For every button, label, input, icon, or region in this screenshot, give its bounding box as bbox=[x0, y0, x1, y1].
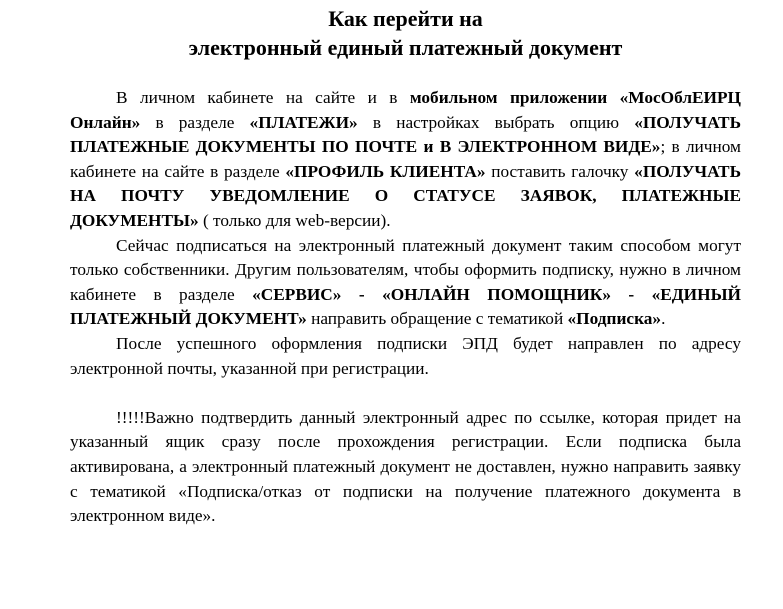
bold-segment-subscription-topic: «Подписка» bbox=[567, 309, 662, 329]
document-title bbox=[70, 4, 741, 62]
paragraph-owners-only bbox=[70, 234, 741, 332]
text-segment: поставить галочку bbox=[485, 161, 635, 181]
text-segment: После успешного оформления подписки ЭПД будет направлен по адресу электронной почты, указанной при регистрации. bbox=[70, 333, 741, 378]
paragraph-delivery-email bbox=[70, 332, 741, 381]
text-segment: в разделе bbox=[140, 112, 250, 132]
bold-segment-payments-section: «ПЛАТЕЖИ» bbox=[249, 112, 358, 132]
text-segment: ; в личном кабинете на сайте в разделе bbox=[70, 137, 741, 181]
text-segment: в настройках выбрать опцию bbox=[357, 112, 635, 132]
title-line-1: Как перейти на bbox=[328, 6, 483, 31]
text-segment: В личном кабинете на сайте и в bbox=[116, 88, 410, 107]
text-segment: ( только для web-версии). bbox=[198, 210, 391, 230]
text-segment: Сейчас подписаться на электронный платежный документ таким способом могут только собственники. Другим пользователям, чтобы оформить подписку, нужно в личном кабинете в разделе bbox=[70, 235, 741, 304]
bold-segment-client-profile: «ПРОФИЛЬ КЛИЕНТА» bbox=[285, 161, 486, 181]
text-segment: . bbox=[661, 309, 666, 329]
text-segment: !!!!!Важно подтвердить данный электронный адрес по ссылке, которая придет на указанный ящик сразу после прохождения регистрации. Если подписка была активирована, а электронный платежный документ не доставлен, нужно направить заявку с тематикой «Подписка/отказ от подписки на получение платежного документа в электронном виде». bbox=[70, 407, 741, 526]
bold-segment-mobile-app: мобильном приложении «МосОблЕИРЦ Онлайн» bbox=[70, 88, 741, 132]
paragraph-important-confirm bbox=[70, 406, 741, 529]
document-body bbox=[70, 86, 741, 529]
bold-segment-service-path: «СЕРВИС» - «ОНЛАЙН ПОМОЩНИК» - «ЕДИНЫЙ ПЛАТЕЖНЫЙ ДОКУМЕНТ» bbox=[70, 284, 741, 329]
title-line-2: электронный единый платежный документ bbox=[188, 35, 623, 60]
bold-segment-receive-option: «ПОЛУЧАТЬ ПЛАТЕЖНЫЕ ДОКУМЕНТЫ ПО ПОЧТЕ и В ЭЛЕКТРОННОМ ВИДЕ» bbox=[70, 112, 742, 157]
bold-segment-notification-option: «ПОЛУЧАТЬ НА ПОЧТУ УВЕДОМЛЕНИЕ О СТАТУСЕ ЗАЯВОК, ПЛАТЕЖНЫЕ ДОКУМЕНТЫ» bbox=[70, 161, 741, 230]
paragraph-app-settings bbox=[70, 86, 741, 234]
text-segment: направить обращение с тематикой bbox=[306, 309, 568, 329]
